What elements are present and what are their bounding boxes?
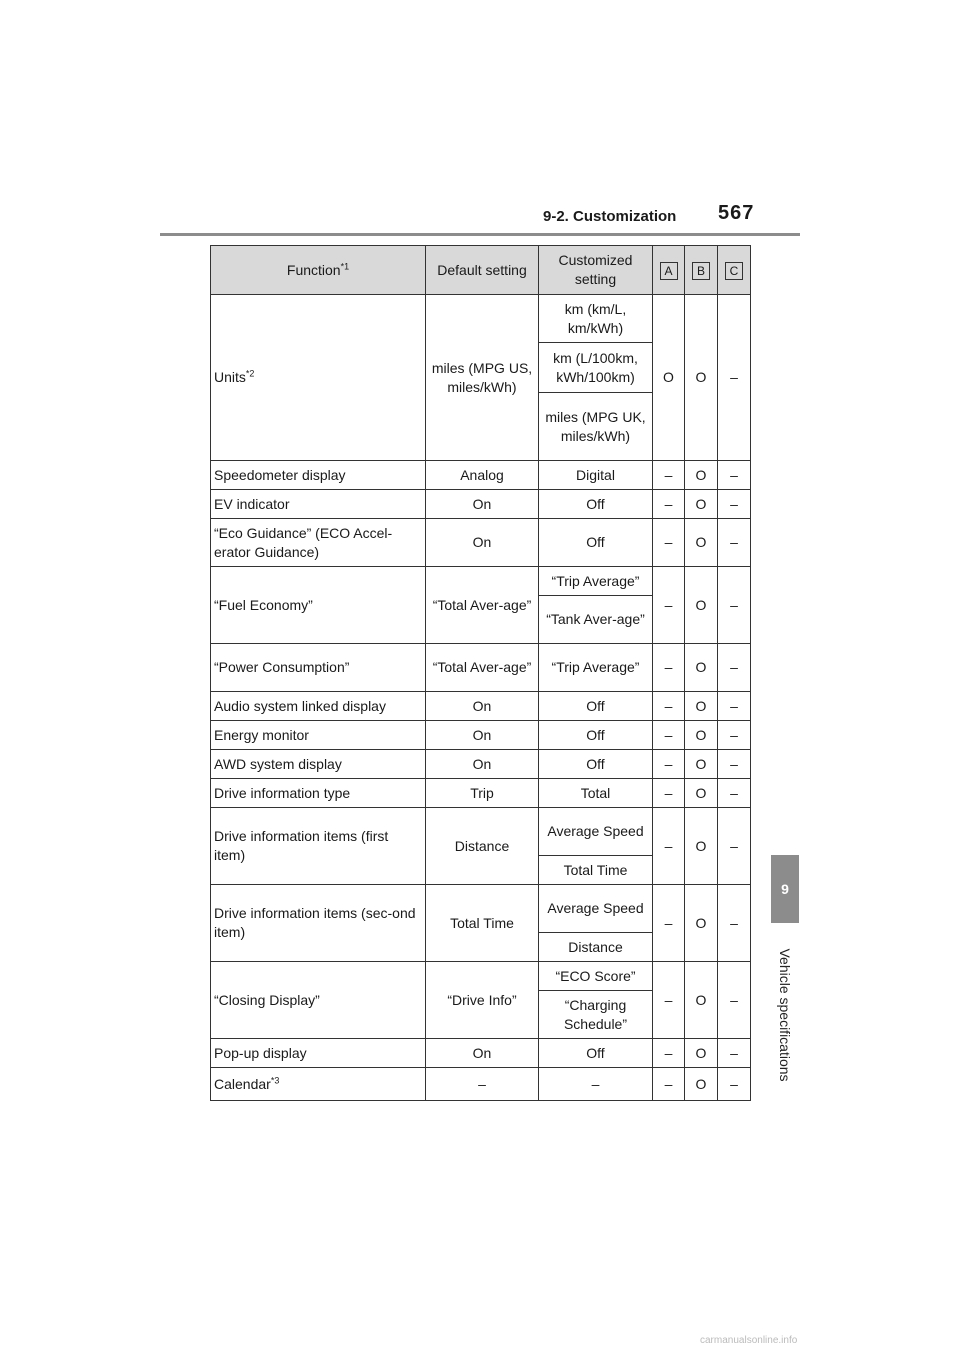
cell-default: –	[426, 1068, 539, 1101]
cell-default: Distance	[426, 808, 539, 885]
cell-c: –	[718, 750, 751, 779]
cell-c: –	[718, 779, 751, 808]
cell-b: O	[685, 490, 718, 519]
cell-a: O	[653, 295, 685, 461]
table-row	[211, 962, 751, 991]
table-row	[211, 567, 751, 596]
table-row	[211, 490, 751, 519]
cell-default: On	[426, 1039, 539, 1068]
cell-b: O	[685, 567, 718, 644]
header-c: C	[718, 246, 751, 295]
cell-a: –	[653, 1039, 685, 1068]
cell-function: AWD system display	[211, 750, 426, 779]
cell-function: Drive information type	[211, 779, 426, 808]
cell-customized: “Charging Schedule”	[539, 991, 653, 1039]
table-row	[211, 295, 751, 343]
cell-customized: Total	[539, 779, 653, 808]
header-rule	[160, 233, 800, 236]
table-row	[211, 808, 751, 856]
cell-default: On	[426, 692, 539, 721]
cell-default: Analog	[426, 461, 539, 490]
cell-function: Calendar$^{*3}$	[211, 1068, 426, 1101]
section-title: 9-2. Customization	[543, 208, 677, 225]
cell-function: Drive information items (sec-ond item)	[211, 885, 426, 962]
cell-customized: “Tank Aver-age”	[539, 596, 653, 644]
cell-c: –	[718, 692, 751, 721]
table-row	[211, 721, 751, 750]
cell-customized: Average Speed	[539, 808, 653, 856]
cell-default: On	[426, 750, 539, 779]
cell-default: “Drive Info”	[426, 962, 539, 1039]
cell-function: Drive information items (first item)	[211, 808, 426, 885]
cell-default: On	[426, 519, 539, 567]
cell-customized: Off	[539, 1039, 653, 1068]
cell-b: O	[685, 692, 718, 721]
cell-default: Total Time	[426, 885, 539, 962]
cell-a: –	[653, 490, 685, 519]
cell-c: –	[718, 721, 751, 750]
cell-a: –	[653, 692, 685, 721]
table-row	[211, 1039, 751, 1068]
customization-table	[210, 245, 751, 1101]
cell-default: Trip	[426, 779, 539, 808]
cell-a: –	[653, 962, 685, 1039]
watermark: carmanualsonline.info	[700, 1335, 798, 1346]
cell-c: –	[718, 1068, 751, 1101]
cell-customized: km (L/100km, kWh/100km)	[539, 343, 653, 393]
cell-function: “Eco Guidance” (ECO Accel-erator Guidance)	[211, 519, 426, 567]
table-row	[211, 461, 751, 490]
cell-c: –	[718, 461, 751, 490]
cell-a: –	[653, 567, 685, 644]
header-customized: Customized setting	[539, 246, 653, 295]
cell-customized: miles (MPG UK, miles/kWh)	[539, 393, 653, 461]
cell-b: O	[685, 1039, 718, 1068]
chapter-title: Vehicle specifications	[777, 948, 793, 1082]
cell-c: –	[718, 519, 751, 567]
cell-function: Energy monitor	[211, 721, 426, 750]
cell-c: –	[718, 885, 751, 962]
cell-b: O	[685, 779, 718, 808]
page-number: 567	[718, 202, 755, 224]
cell-b: O	[685, 721, 718, 750]
cell-b: O	[685, 808, 718, 885]
table-row	[211, 1068, 751, 1101]
cell-a: –	[653, 644, 685, 692]
table-row	[211, 644, 751, 692]
cell-function: “Fuel Economy”	[211, 567, 426, 644]
cell-function: Speedometer display	[211, 461, 426, 490]
cell-a: –	[653, 1068, 685, 1101]
table-row	[211, 519, 751, 567]
table-body	[211, 295, 751, 1101]
cell-customized: Off	[539, 490, 653, 519]
cell-c: –	[718, 1039, 751, 1068]
cell-default: miles (MPG US, miles/kWh)	[426, 295, 539, 461]
cell-b: O	[685, 295, 718, 461]
header-a: A	[653, 246, 685, 295]
cell-a: –	[653, 750, 685, 779]
cell-customized: Off	[539, 692, 653, 721]
cell-customized: km (km/L, km/kWh)	[539, 295, 653, 343]
page-header	[0, 0, 960, 240]
cell-customized: Average Speed	[539, 885, 653, 933]
cell-c: –	[718, 567, 751, 644]
cell-b: O	[685, 461, 718, 490]
header-function: Function$^{*1}$	[211, 246, 426, 295]
table-row	[211, 750, 751, 779]
cell-customized: Distance	[539, 933, 653, 962]
cell-function: “Power Consumption”	[211, 644, 426, 692]
cell-a: –	[653, 885, 685, 962]
cell-function: EV indicator	[211, 490, 426, 519]
cell-customized: “Trip Average”	[539, 567, 653, 596]
cell-customized: Total Time	[539, 856, 653, 885]
cell-function: Units$^{*2}$	[211, 295, 426, 461]
cell-a: –	[653, 779, 685, 808]
table-row	[211, 885, 751, 933]
cell-customized: “ECO Score”	[539, 962, 653, 991]
cell-b: O	[685, 750, 718, 779]
cell-a: –	[653, 519, 685, 567]
cell-c: –	[718, 808, 751, 885]
cell-function: Pop-up display	[211, 1039, 426, 1068]
chapter-tab: 9	[771, 855, 799, 923]
cell-c: –	[718, 644, 751, 692]
cell-a: –	[653, 461, 685, 490]
cell-a: –	[653, 808, 685, 885]
cell-default: “Total Aver-age”	[426, 567, 539, 644]
cell-customized: Off	[539, 519, 653, 567]
cell-c: –	[718, 295, 751, 461]
cell-a: –	[653, 721, 685, 750]
table-row	[211, 692, 751, 721]
cell-default: On	[426, 490, 539, 519]
cell-c: –	[718, 962, 751, 1039]
cell-customized: Digital	[539, 461, 653, 490]
cell-b: O	[685, 885, 718, 962]
header-b: B	[685, 246, 718, 295]
table-header-row	[211, 246, 751, 295]
cell-c: –	[718, 490, 751, 519]
cell-function: “Closing Display”	[211, 962, 426, 1039]
cell-customized: Off	[539, 721, 653, 750]
table-row	[211, 779, 751, 808]
cell-customized: Off	[539, 750, 653, 779]
cell-default: On	[426, 721, 539, 750]
chapter-label	[771, 930, 799, 1100]
cell-customized: –	[539, 1068, 653, 1101]
cell-b: O	[685, 519, 718, 567]
cell-function: Audio system linked display	[211, 692, 426, 721]
cell-customized: “Trip Average”	[539, 644, 653, 692]
cell-b: O	[685, 1068, 718, 1101]
cell-b: O	[685, 962, 718, 1039]
cell-default: “Total Aver-age”	[426, 644, 539, 692]
cell-b: O	[685, 644, 718, 692]
header-default: Default setting	[426, 246, 539, 295]
